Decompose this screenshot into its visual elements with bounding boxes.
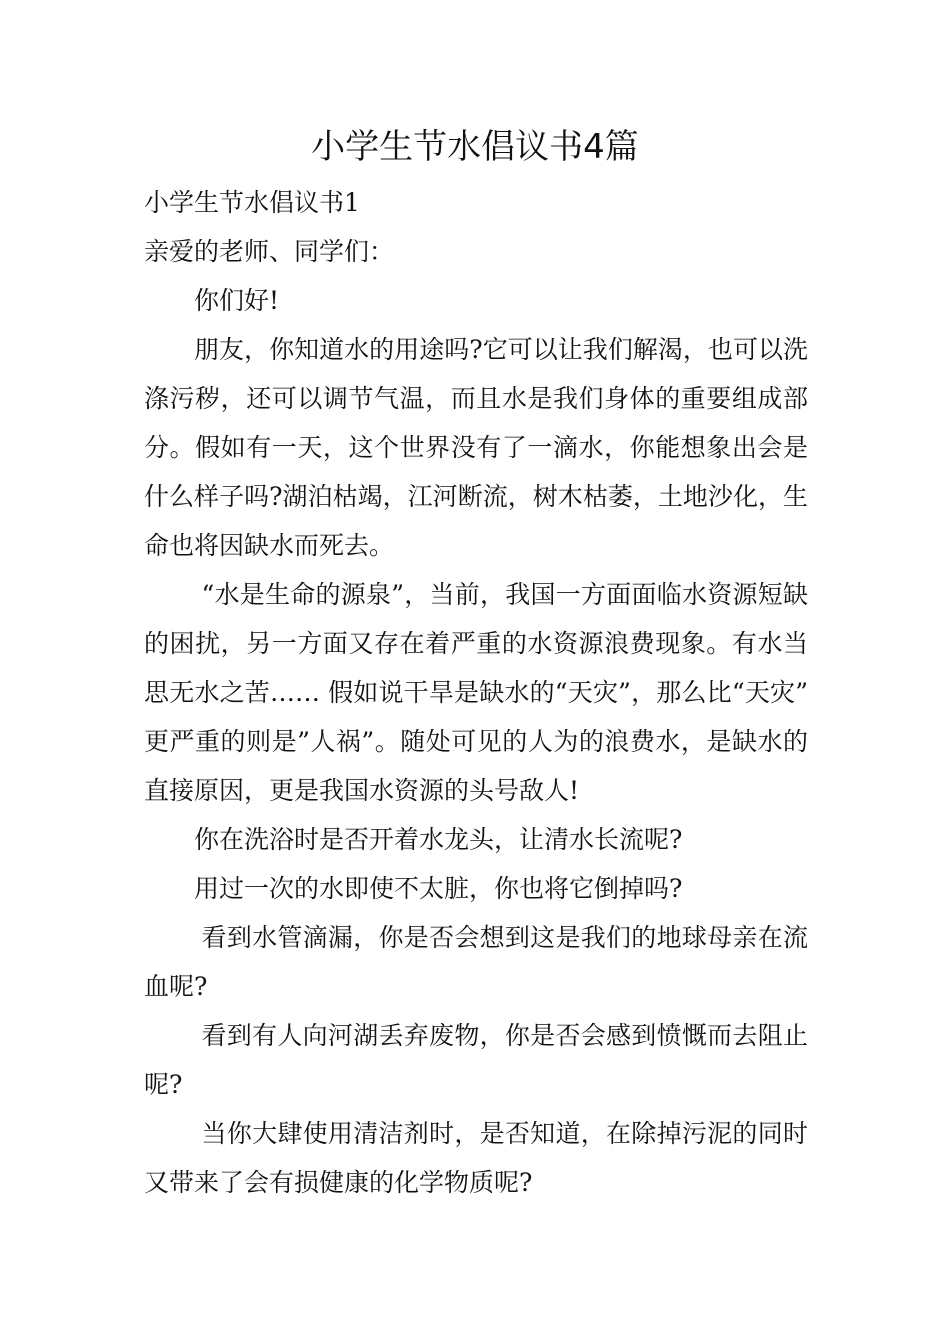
paragraph: 看到水管滴漏，你是否会想到这是我们的地球母亲在流血呢? bbox=[144, 923, 808, 1001]
document-title: 小学生节水倡议书4篇 bbox=[311, 127, 639, 167]
paragraph: 看到有人向河湖丢弃废物，你是否会感到愤慨而去阻止呢? bbox=[144, 1021, 808, 1099]
document-body bbox=[144, 178, 808, 1207]
paragraph: 你在洗浴时是否开着水龙头，让清水长流呢? bbox=[194, 825, 683, 854]
paragraph: 当你大肆使用清洁剂时，是否知道，在除掉污泥的同时又带来了会有损健康的化学物质呢? bbox=[144, 1119, 808, 1197]
paragraph: “水是生命的源泉”，当前，我国一方面面临水资源短缺的困扰，另一方面又存在着严重的水资源浪费现象。有水当思无水之苦…… 假如说干旱是缺水的“天灾”，那么比“天灾”更严重的则是”人祸”。随处可见的人为的浪费水，是缺水的直接原因，更是我国水资源的头号敌人! bbox=[144, 580, 808, 805]
greeting: 你们好! bbox=[194, 286, 280, 315]
salutation: 亲爱的老师、同学们： bbox=[144, 237, 395, 266]
paragraph: 朋友，你知道水的用途吗?它可以让我们解渴，也可以洗涤污秽，还可以调节气温，而且水是我们身体的重要组成部分。假如有一天，这个世界没有了一滴水，你能想象出会是什么样子吗?湖泊枯竭，江河断流，树木枯萎，土地沙化，生命也将因缺水而死去。 bbox=[144, 335, 808, 560]
paragraph: 用过一次的水即使不太脏，你也将它倒掉吗? bbox=[194, 874, 683, 903]
section-heading: 小学生节水倡议书1 bbox=[144, 188, 360, 217]
